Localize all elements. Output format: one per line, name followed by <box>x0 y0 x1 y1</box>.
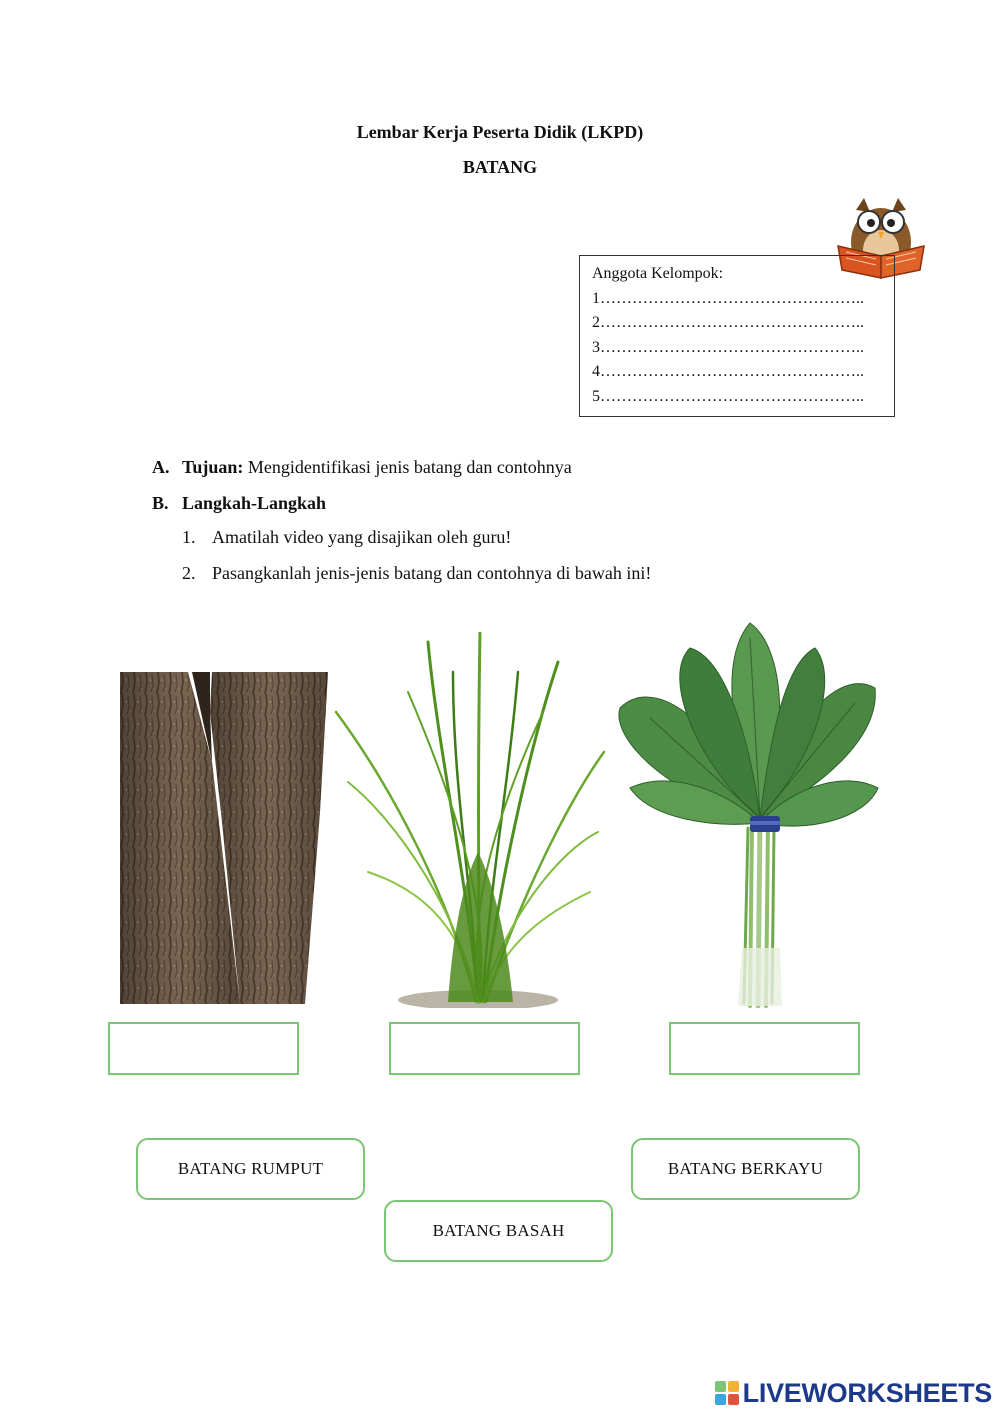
member-line-5: 5………………………………………….. <box>592 387 864 405</box>
members-heading: Anggota Kelompok: <box>592 265 724 282</box>
tree-trunk-image <box>120 672 328 1004</box>
member-line-4: 4………………………………………….. <box>592 363 864 381</box>
section-b-label: Langkah-Langkah <box>182 493 327 513</box>
answer-box-1[interactable] <box>108 1022 299 1075</box>
answer-box-2[interactable] <box>389 1022 580 1075</box>
section-a-label: Tujuan: <box>182 457 244 477</box>
spinach-bunch-image <box>610 618 880 1008</box>
answer-box-3[interactable] <box>669 1022 860 1075</box>
liveworksheets-icon <box>714 1380 740 1406</box>
label-batang-basah[interactable]: BATANG BASAH <box>384 1200 613 1262</box>
liveworksheets-logo <box>714 1378 992 1408</box>
label-batang-berkayu[interactable]: BATANG BERKAYU <box>631 1138 860 1200</box>
section-b-marker: B. <box>152 493 169 513</box>
member-line-1: 1………………………………………….. <box>592 289 864 307</box>
step-2-text: Pasangkanlah jenis-jenis batang dan contohnya di bawah ini! <box>212 563 652 583</box>
label-batang-rumput[interactable]: BATANG RUMPUT <box>136 1138 365 1200</box>
member-line-3: 3………………………………………….. <box>592 338 864 356</box>
page-title: Lembar Kerja Peserta Didik (LKPD) <box>356 122 644 142</box>
step-1-number: 1. <box>182 527 196 547</box>
member-line-2: 2………………………………………….. <box>592 314 864 332</box>
step-2-number: 2. <box>182 563 196 583</box>
step-2 <box>182 563 832 587</box>
brand-text: LIVEWORKSHEETS <box>742 1377 992 1408</box>
section-a-text: Mengidentifikasi jenis batang dan contohnya <box>247 457 572 477</box>
section-a <box>152 457 852 481</box>
step-1-text: Amatilah video yang disajikan oleh guru! <box>212 527 512 547</box>
section-b <box>152 493 852 517</box>
section-a-marker: A. <box>152 457 170 477</box>
section-a-body <box>182 457 572 478</box>
rice-plant-image <box>328 632 606 1008</box>
group-members-box <box>579 255 895 417</box>
step-1 <box>182 527 832 551</box>
page-subtitle: BATANG <box>462 157 538 177</box>
